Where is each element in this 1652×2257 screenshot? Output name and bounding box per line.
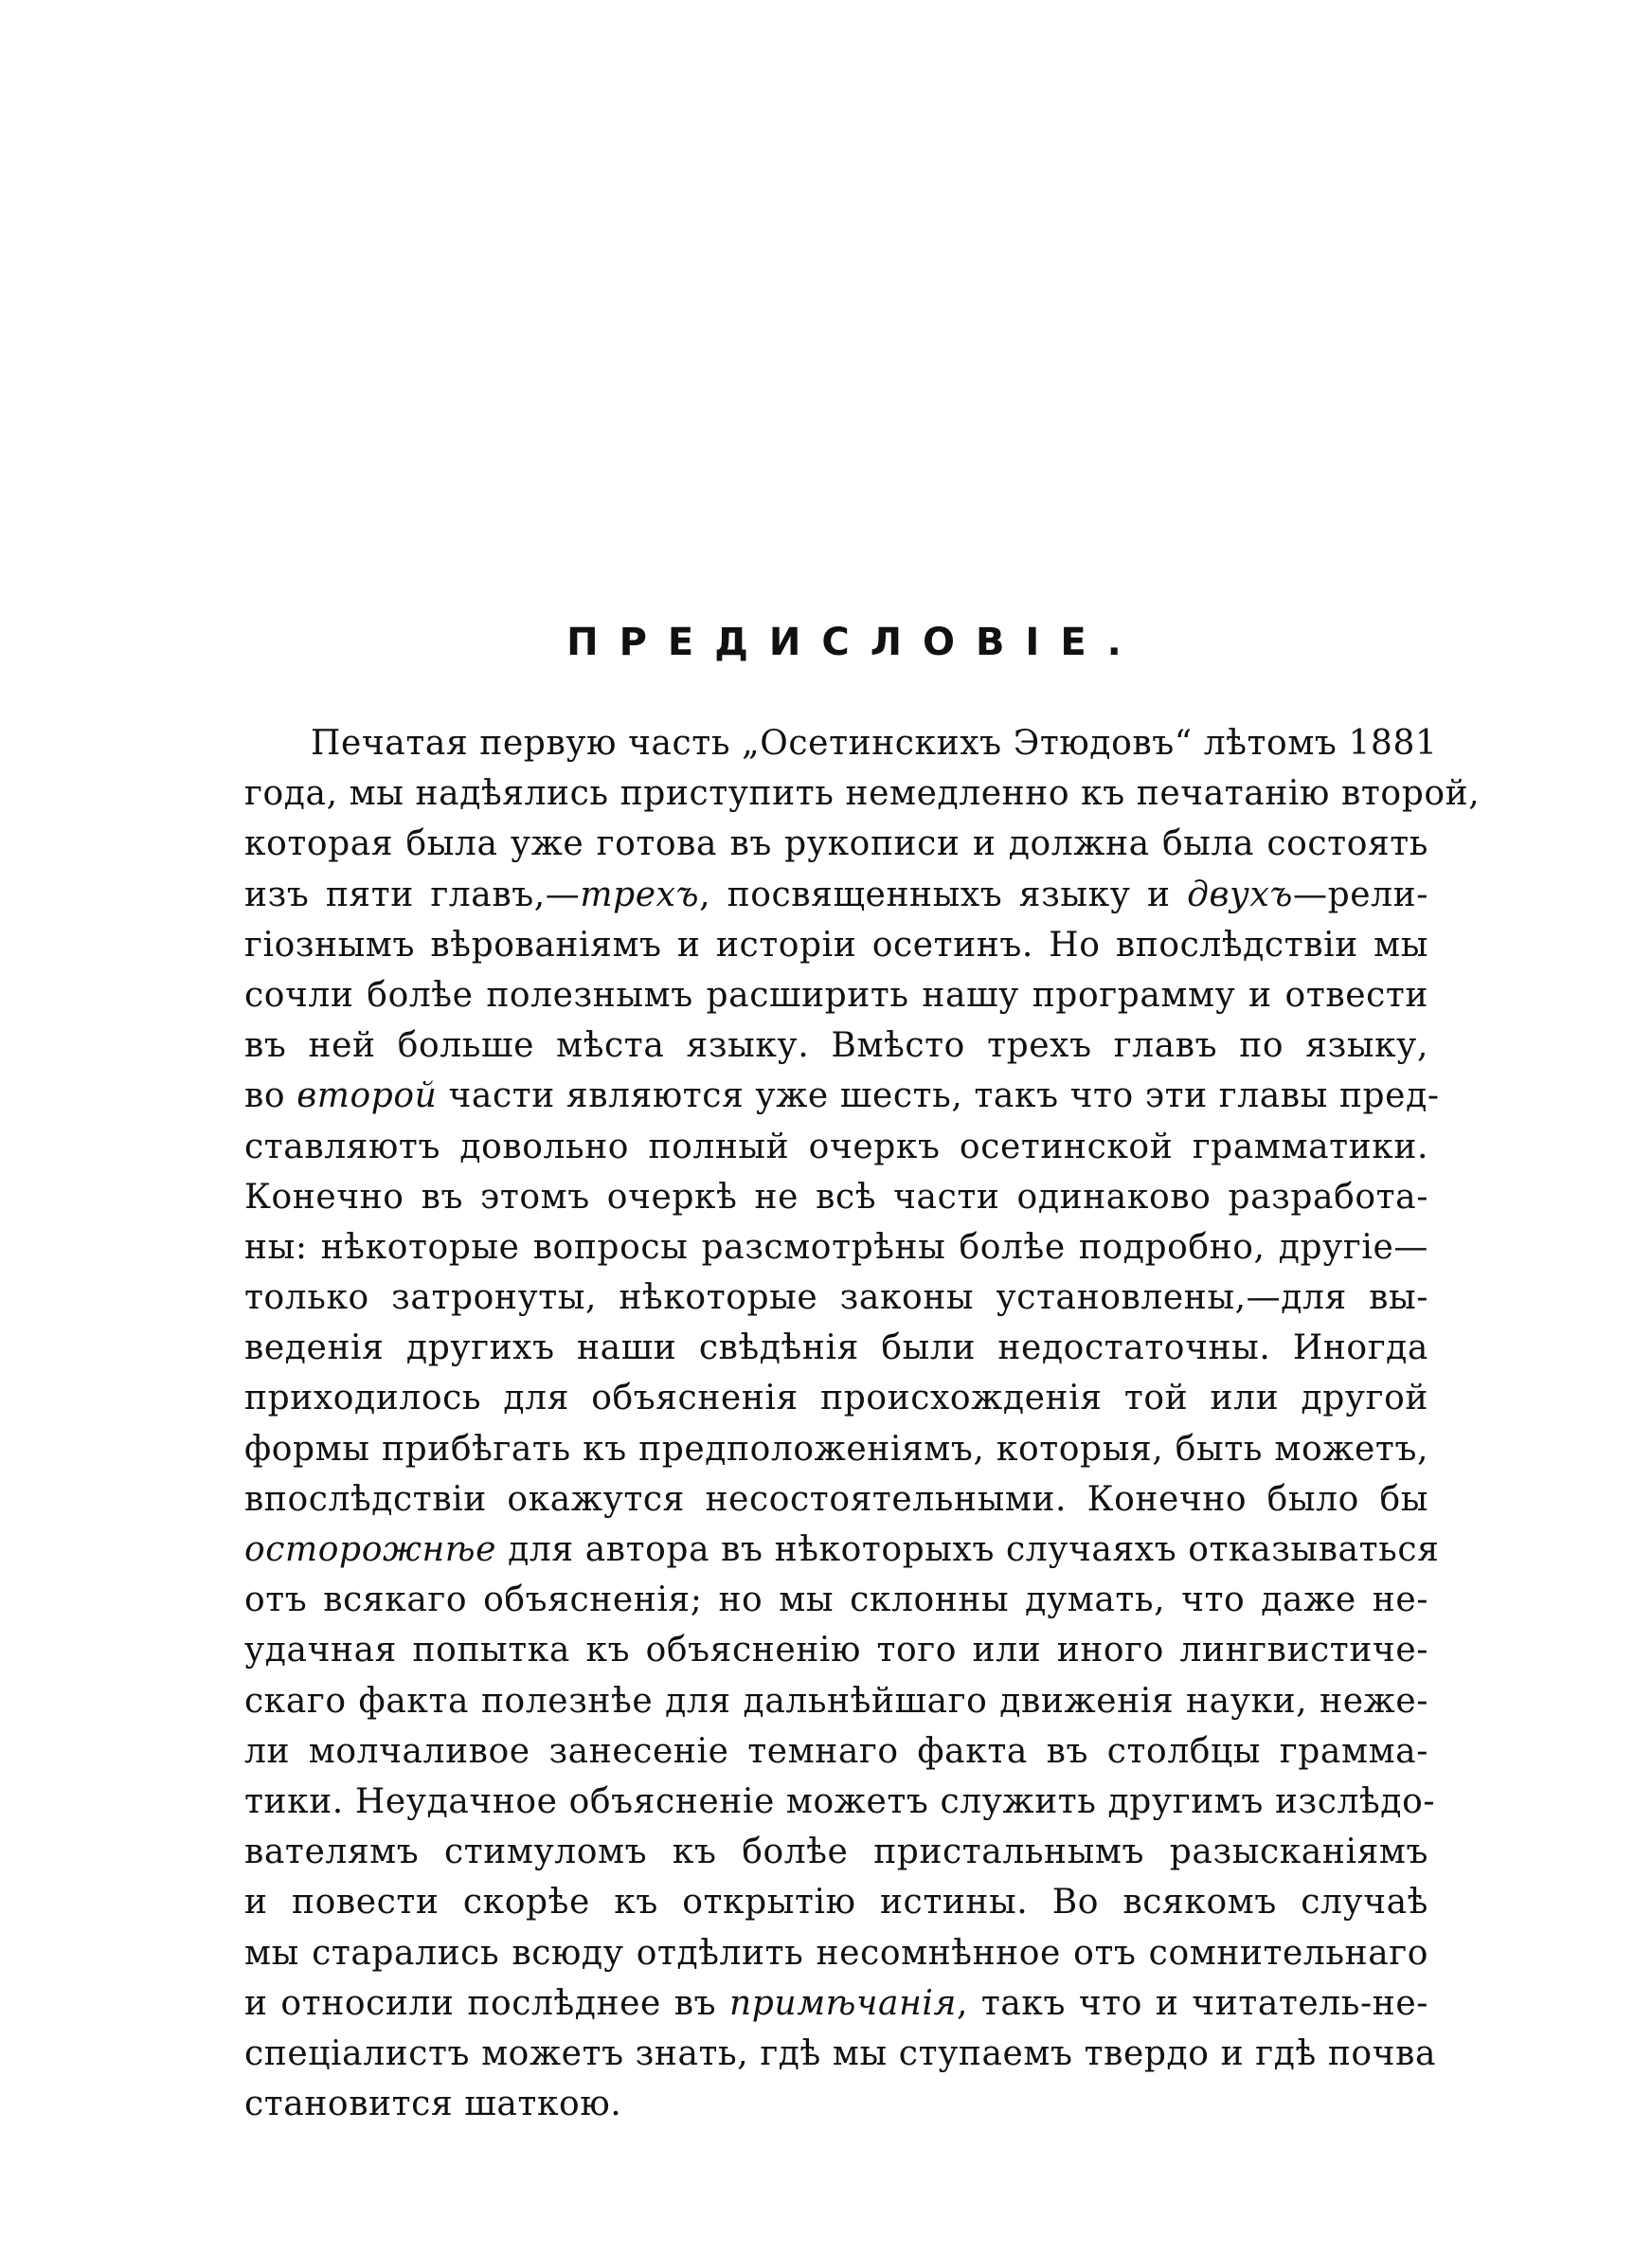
text-segment: , такъ что и читатель-не- xyxy=(956,1983,1428,2023)
text-line: скаго факта полезнѣе для дальнѣйшаго движенія науки, неже- xyxy=(244,1681,1428,1721)
text-segment: изъ пяти главъ,— xyxy=(244,875,581,914)
text-line: ны: нѣкоторые вопросы разсмотрѣны болѣе подробно, другіе— xyxy=(244,1227,1428,1267)
text-line: впослѣдствіи окажутся несостоятельными. Конечно было бы xyxy=(244,1479,1428,1519)
text-line xyxy=(244,870,1428,920)
italic-word: примѣчанія xyxy=(728,1983,957,2023)
text-line: становится шаткою. xyxy=(244,2085,622,2124)
italic-word: трехъ xyxy=(580,875,700,914)
text-segment: для автора въ нѣкоторыхъ случаяхъ отказываться xyxy=(496,1530,1440,1569)
text-line: приходилось для объясненія происхожденія той или другой xyxy=(244,1379,1428,1418)
text-line: и повести скорѣе къ открытію истины. Во всякомъ случаѣ xyxy=(244,1883,1428,1923)
italic-word: второй xyxy=(296,1076,438,1116)
text-line: года, мы надѣялись приступить немедленно къ печатанію второй, xyxy=(244,774,1481,814)
text-line: формы прибѣгать къ предположеніямъ, которыя, быть можетъ, xyxy=(244,1429,1428,1469)
text-line xyxy=(244,1525,1440,1575)
text-line: Конечно въ этомъ очеркѣ не всѣ части одинаково разработа- xyxy=(244,1177,1428,1217)
text-line: сочли болѣе полезнымъ расширить нашу программу и отвести xyxy=(244,975,1428,1015)
text-line: Печатая первую часть „Осетинскихъ Этюдовъ“ лѣтомъ 1881 xyxy=(311,724,1438,763)
text-line: отъ всякаго объясненія; но мы склонны думать, что даже не- xyxy=(244,1580,1428,1620)
text-line: веденія другихъ наши свѣдѣнія были недостаточны. Иногда xyxy=(244,1328,1428,1368)
text-line: только затронуты, нѣкоторые законы установлены,—для вы- xyxy=(244,1278,1428,1318)
text-segment: , посвященныхъ языку и xyxy=(699,875,1188,914)
text-segment: —рели- xyxy=(1293,875,1428,914)
text-line: мы старались всюду отдѣлить несомнѣнное отъ сомнительнаго xyxy=(244,1933,1428,1973)
text-line: ли молчаливое занесеніе темнаго факта въ столбцы грамма- xyxy=(244,1731,1428,1771)
text-segment: во xyxy=(244,1076,297,1116)
preface-body xyxy=(244,718,1481,2129)
text-line: ставляютъ довольно полный очеркъ осетинской грамматики. xyxy=(244,1127,1428,1166)
text-line: въ ней больше мѣста языку. Вмѣсто трехъ главъ по языку, xyxy=(244,1026,1428,1066)
text-line: гіознымъ вѣрованіямъ и исторіи осетинъ. Но впослѣдствіи мы xyxy=(244,925,1428,965)
text-line: которая была уже готова въ рукописи и должна была состоять xyxy=(244,824,1428,864)
text-line: удачная попытка къ объясненію того или иного лингвистиче- xyxy=(244,1631,1428,1670)
text-line: вателямъ стимуломъ къ болѣе пристальнымъ разысканіямъ xyxy=(244,1833,1428,1872)
text-line: спеціалистъ можетъ знать, гдѣ мы ступаемъ твердо и гдѣ почва xyxy=(244,2033,1437,2073)
text-line: тики. Неудачное объясненіе можетъ служить другимъ изслѣдо- xyxy=(244,1781,1436,1821)
italic-word: двухъ xyxy=(1187,875,1294,914)
page-title: ПРЕДИСЛОВІЕ. xyxy=(566,621,1142,664)
text-segment: и относили послѣднее въ xyxy=(244,1983,729,2023)
text-line xyxy=(244,1071,1440,1121)
text-segment: части являются уже шесть, такъ что эти главы пред- xyxy=(437,1076,1440,1116)
text-line xyxy=(244,1978,1428,2029)
italic-word: осторожнѣе xyxy=(244,1530,497,1569)
